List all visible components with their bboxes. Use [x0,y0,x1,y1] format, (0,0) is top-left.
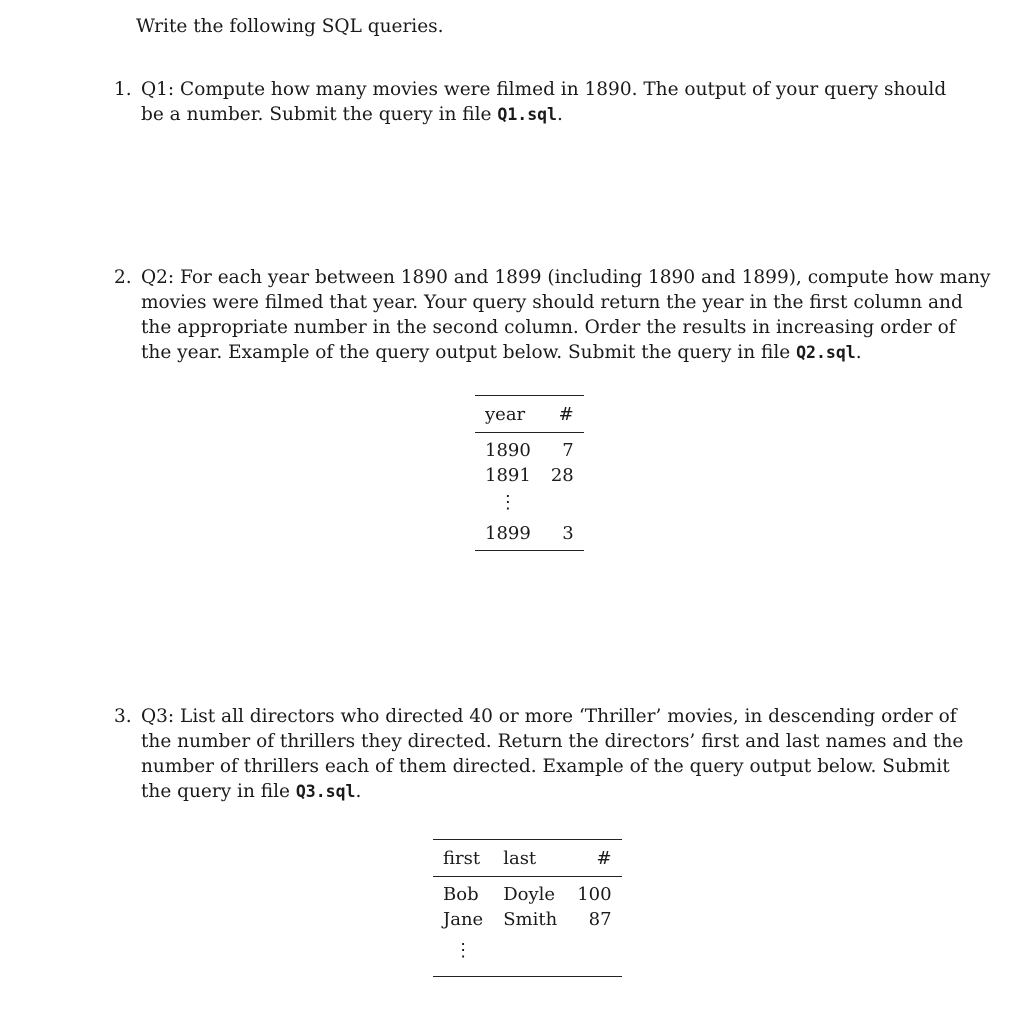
question-text-line: movies were filmed that year. Your query should return the year in the first column and [141,292,963,313]
column-header: first [433,840,493,877]
column-header: year [475,396,541,433]
table-cell: 3 [562,523,574,544]
table-cell: Jane [443,909,484,930]
file-name: Q1.sql [497,105,557,124]
question-text-line: the query in file Q3.sql. [141,781,362,802]
table-cell [493,932,567,977]
question-1 [114,77,947,127]
table-cell: Doyle [503,884,556,905]
table-cell: 1891 [485,465,531,486]
table-cell: 100 [577,884,612,905]
table-cell: 28 [550,465,574,486]
example-output-table-q2 [475,395,584,551]
table-row [433,907,622,932]
column-header: # [541,396,584,433]
column-header: last [493,840,567,877]
table-row [475,521,584,551]
table-cell [567,932,621,977]
vertical-ellipsis: ⋮ [454,939,473,961]
table-row [475,488,584,521]
question-text-line: the year. Example of the query output below. Submit the query in file Q2.sql. [141,342,862,363]
ellipsis-cell [475,488,541,521]
table-cell: 7 [562,440,574,461]
question-text-line: the number of thrillers they directed. Return the directors’ first and last names and the [141,731,964,752]
question-number: 3. [114,706,132,727]
table-cell: Bob [443,884,479,905]
table-row [475,463,584,488]
file-name: Q2.sql [796,343,856,362]
vertical-ellipsis: ⋮ [498,492,517,513]
table-row [475,433,584,464]
question-text-line: Q1: Compute how many movies were filmed in 1890. The output of your query should [141,79,947,100]
question-number: 1. [114,79,132,100]
question-text-line: Q2: For each year between 1890 and 1899 (including 1890 and 1899), compute how many [141,267,991,288]
table-row [433,877,622,908]
question-text-line: Q3: List all directors who directed 40 or more ‘Thriller’ movies, in descending order of [141,706,957,727]
intro-text: Write the following SQL queries. [136,16,444,37]
table-cell: 1899 [485,523,531,544]
question-text-line: the appropriate number in the second column. Order the results in increasing order of [141,317,956,338]
question-2 [114,265,991,365]
table-row [433,932,622,977]
question-text-line: be a number. Submit the query in file Q1.sql. [141,104,563,125]
table-cell: Smith [503,909,558,930]
example-output-table-q3 [433,839,622,977]
table-cell [541,488,584,521]
question-number: 2. [114,267,132,288]
table-cell: 1890 [485,440,531,461]
table-cell: 87 [588,909,612,930]
table-header-row [475,396,584,433]
question-text-line: number of thrillers each of them directed. Example of the query output below. Submit [141,756,950,777]
file-name: Q3.sql [295,782,356,801]
column-header: # [567,840,621,877]
table-header-row [433,840,622,877]
question-3 [114,704,964,804]
ellipsis-cell [433,932,493,977]
